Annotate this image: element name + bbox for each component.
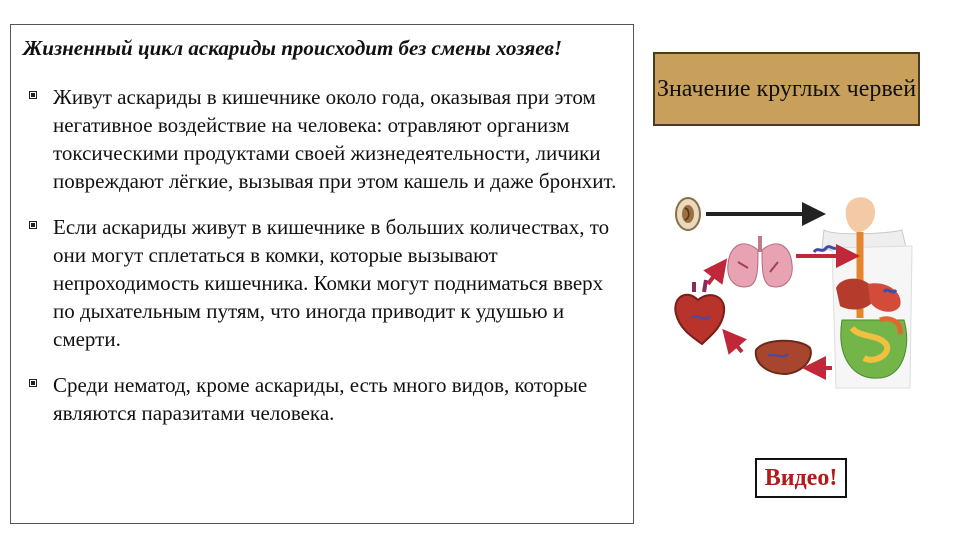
bullet-square-icon <box>29 221 37 229</box>
egg-icon <box>676 198 700 230</box>
intro-heading: Жизненный цикл аскариды происходит без смены хозяев! <box>23 36 563 60</box>
lungs-icon <box>728 236 793 287</box>
arrow-liver-to-heart <box>730 338 742 352</box>
bullet-square-icon <box>29 91 37 99</box>
liver-icon <box>756 341 811 374</box>
bullet-item <box>23 371 621 427</box>
arrow-heart-to-lungs <box>708 268 720 284</box>
section-title-box: Значение круглых червей <box>653 52 920 126</box>
bullet-item <box>23 213 621 353</box>
bullet-square-icon <box>29 379 37 387</box>
bullet-text: Среди нематод, кроме аскариды, есть много видов, которые являются паразитами человека. <box>53 373 588 425</box>
larva-icon <box>884 290 896 292</box>
heart-icon <box>675 280 724 344</box>
video-button[interactable]: Видео! <box>755 458 847 498</box>
lifecycle-diagram <box>664 188 926 400</box>
bullet-text: Живут аскариды в кишечнике около года, оказывая при этом негативное воздействие на человека: отравляют организм токсическими продуктами своей жизнедеятельности, личики повреждают лёгкие, вызывая при этом кашель и даже бронхит. <box>53 85 617 193</box>
bullet-text: Если аскариды живут в кишечнике в больших количествах, то они могут сплетаться в комки, которые вызывают непроходимость кишечника. Комки могут подниматься вверх по дыхательным путям, что иногда приводит к удушью и смерти. <box>53 215 610 351</box>
text-panel <box>10 24 634 524</box>
bullet-item <box>23 83 621 195</box>
digestive-system-icon <box>822 197 912 388</box>
